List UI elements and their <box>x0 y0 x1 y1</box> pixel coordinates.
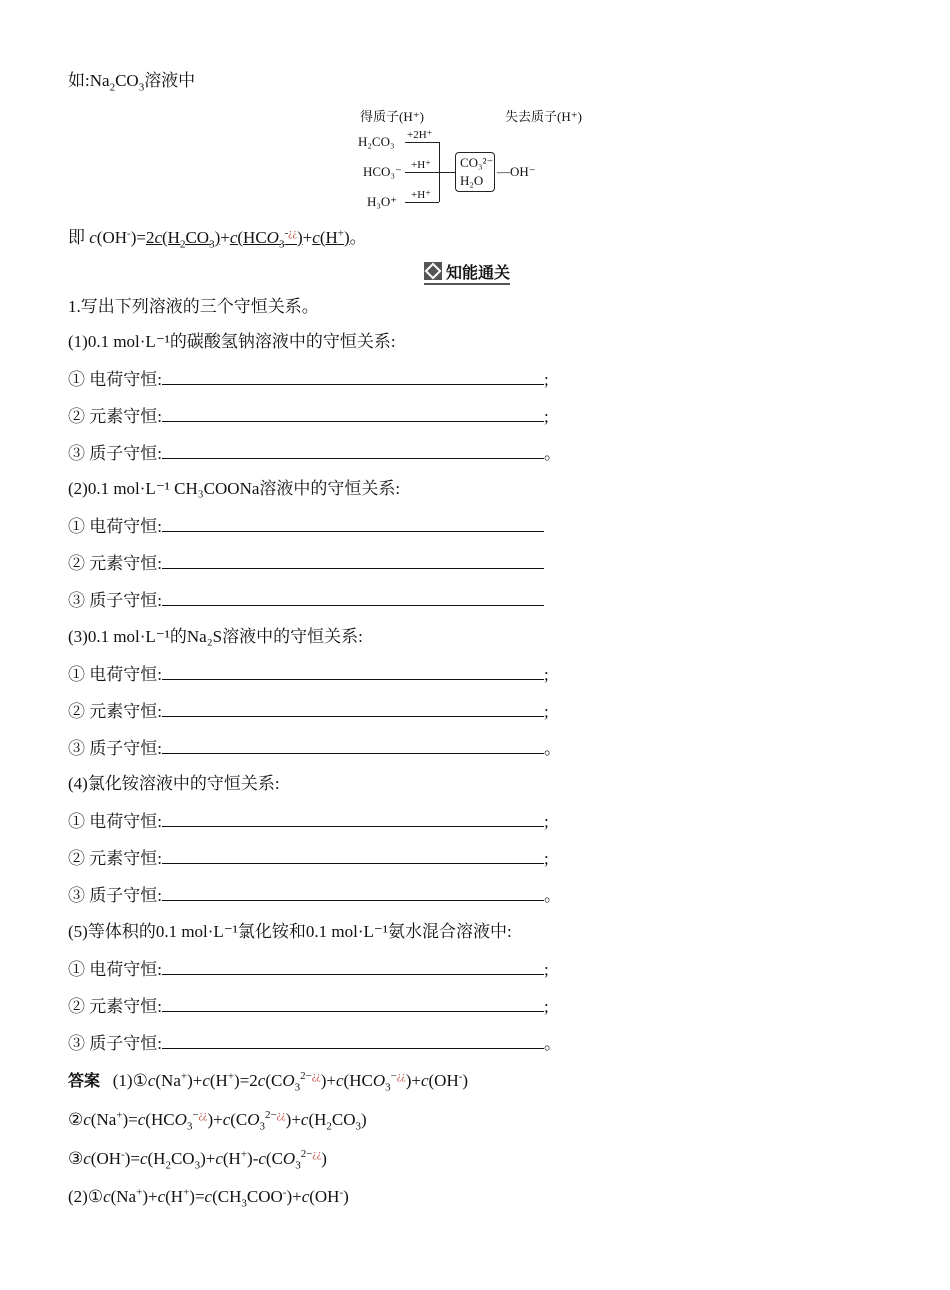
part-4-item-3: ③ 质子守恒: 。 <box>68 886 561 905</box>
part-1-item-2: ② 元素守恒: ; <box>68 407 549 426</box>
part-2-item-2: ② 元素守恒: <box>68 552 544 575</box>
answer-blank[interactable] <box>162 1032 544 1049</box>
answer-blank[interactable] <box>162 552 544 569</box>
part-5-item-1: ① 电荷守恒: ; <box>68 960 549 979</box>
answer-blank[interactable] <box>162 589 544 606</box>
intro-line: 如$:Na_2CO_3$溶液中 <box>68 71 196 94</box>
center-box <box>455 152 495 192</box>
section-title: 知能通关 <box>446 262 511 282</box>
part-5-item-3: ③ 质子守恒: 。 <box>68 1034 561 1053</box>
species-hco3: HCO₃⁻ <box>363 164 402 179</box>
answer-blank[interactable] <box>162 847 544 864</box>
part-5-title: (5)等体积的0.1 mol·L⁻¹氯化铵和0.1 mol·L⁻¹氨水混合溶液中: <box>68 922 512 941</box>
part-3-item-1: ① 电荷守恒: ; <box>68 665 549 684</box>
answer-line-4: $(2)①c(Na^+)+c(H^+)=c(CH_3COO^-)+c(OH^-)$ <box>68 1186 349 1210</box>
answer-blank[interactable] <box>162 515 544 532</box>
answer-line-2: $②c(Na^+)=c(HCO_3^{-¿¿})+c(CO_3^{2-¿¿})+c(H_2CO_3)$ <box>68 1109 367 1133</box>
part-4-item-2: ② 元素守恒: ; <box>68 849 549 868</box>
species-h3o: H₃O⁺ <box>367 194 398 209</box>
part-4-item-1: ① 电荷守恒: ; <box>68 812 549 831</box>
part-3-item-3: ③ 质子守恒: 。 <box>68 739 561 758</box>
question-1: 1.写出下列溶液的三个守恒关系。 <box>68 297 319 316</box>
lose-label: 失去质子(H⁺) <box>505 109 582 124</box>
answer-blank[interactable] <box>162 810 544 827</box>
answer-blank[interactable] <box>162 884 544 901</box>
answer-blank[interactable] <box>162 368 544 385</box>
part-5-item-2: ② 元素守恒: ; <box>68 997 549 1016</box>
proton-diagram <box>355 102 605 214</box>
part-1-item-3: ③ 质子守恒: 。 <box>68 444 561 463</box>
part-2-item-1: ① 电荷守恒: <box>68 515 544 538</box>
part-2-title: (2)0.1 mol·L⁻¹ CH₃COONa溶液中的守恒关系: <box>68 479 401 498</box>
answer-blank[interactable] <box>162 700 544 717</box>
arrow-label-1: +2H⁺ <box>407 129 433 141</box>
answer-blank[interactable] <box>162 737 544 754</box>
answer-blank[interactable] <box>162 442 544 459</box>
answer-line-1: 答案 $(1)①c(Na^+)+c(H^+)=2c(CO_3^{2-¿¿})+c(HCO_3^{-¿¿})+c(OH^-)$ <box>68 1070 469 1094</box>
part-1-item-1: ① 电荷守恒: ; <box>68 370 549 389</box>
box-co3: CO₃²⁻ <box>460 155 494 170</box>
gain-label: 得质子(H⁺) <box>360 109 424 124</box>
answer-blank[interactable] <box>162 958 544 975</box>
section-header <box>424 260 510 285</box>
species-h2co3: H₂CO₃ <box>358 134 395 149</box>
answer-line-3: $③c(OH^-)=c(H_2CO_3)+c(H^+)-c(CO_3^{2-¿¿})$ <box>68 1148 327 1172</box>
eq-prefix: 即 <box>68 228 90 247</box>
box-h2o: H₂O <box>460 173 484 188</box>
part-4-title: (4)氯化铵溶液中的守恒关系: <box>68 774 280 793</box>
answer-label: 答案 <box>68 1071 101 1090</box>
part-3-title: (3)0.1 mol·L⁻¹的Na₂S溶液中的守恒关系: <box>68 627 363 646</box>
answer-blank[interactable] <box>162 663 544 680</box>
part-3-item-2: ② 元素守恒: ; <box>68 702 549 721</box>
arrow-label-2: +H⁺ <box>411 159 431 171</box>
part-2-item-3: ③ 质子守恒: <box>68 589 544 612</box>
species-oh: —OH⁻ <box>497 164 536 179</box>
intro-prefix: 如: <box>68 71 90 90</box>
diamond-icon <box>424 262 442 280</box>
answer-blank[interactable] <box>162 405 544 422</box>
answer-blank[interactable] <box>162 995 544 1012</box>
part-1-title: (1)0.1 mol·L⁻¹的碳酸氢钠溶液中的守恒关系: <box>68 332 396 351</box>
proton-equation: 即 $c(OH^-)=2c(H_2CO_3)+c(HCO_3^{-¿¿})+c(H^+)$。 <box>68 227 367 251</box>
arrow-label-3: +H⁺ <box>411 189 431 201</box>
